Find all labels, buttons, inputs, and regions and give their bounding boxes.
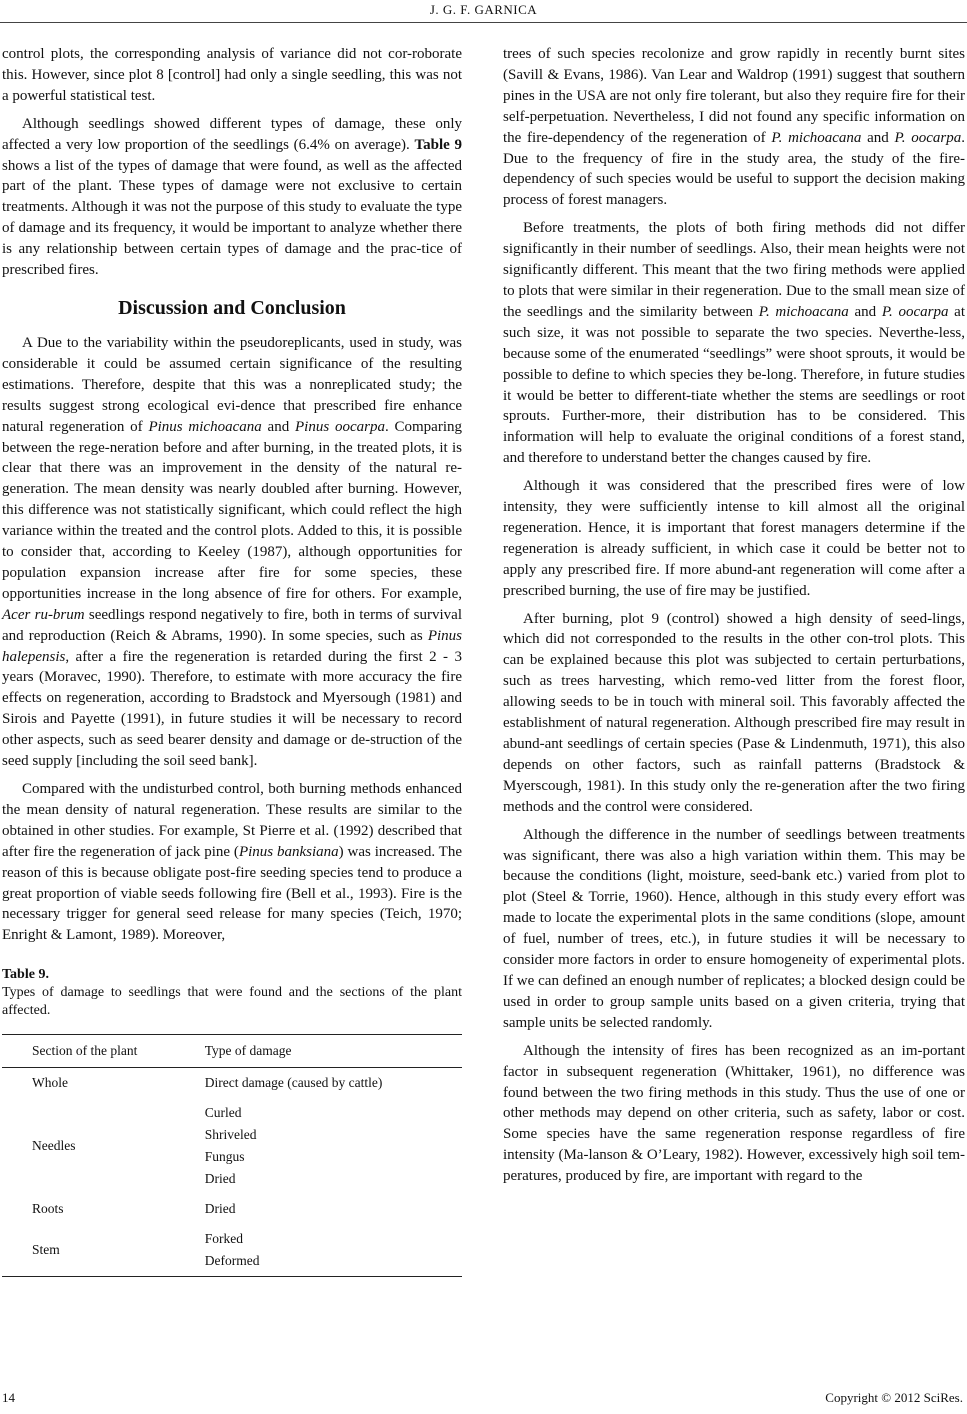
text-run: A Due to the variability within the pseudoreplicants, used in study, was considerable it could be assumed certain significance of the resulting estimations. Therefore, despite that this was a nonreplicated study; the results suggest strong ecological evi-dence that prescribed fire enhance natural regeneration of xyxy=(2,334,462,435)
damage-type: Dried xyxy=(204,1171,236,1187)
section-cell: Whole xyxy=(32,1075,68,1091)
table-caption: Types of damage to seedlings that were found and the sections of the plant affected. xyxy=(2,985,462,1019)
table-reference[interactable]: Table 9 xyxy=(414,136,462,153)
left-column xyxy=(2,44,462,1277)
species-name: P. michoacana xyxy=(771,129,862,146)
copyright-notice: Copyright © 2012 SciRes. xyxy=(825,1390,963,1405)
paragraph xyxy=(503,44,965,211)
text-run: Although seedlings showed different types of damage, these only affected a very low proportion of the seedlings (6.4% on average). xyxy=(2,115,462,153)
section-cell: Roots xyxy=(32,1201,64,1217)
species-name: Pinus banksiana xyxy=(238,843,339,860)
paragraph xyxy=(2,114,462,281)
table-row xyxy=(2,1224,462,1277)
damage-cell xyxy=(195,1068,462,1099)
damage-type: Shriveled xyxy=(204,1127,257,1143)
damage-type: Dried xyxy=(204,1201,236,1217)
text-run: . Comparing between the rege-neration before and after burning, in the treated plots, it is clear that there was an improvement in the density of the natural re-generation. The mean density was nearly doubled after burning. However, this difference was not statistically significant, which could reflect the high variance within the treated and the control plots. Added to this, it is possible to consider that, according to Keeley (1987), although opportunities for population expansion increase after fire for some species, these opportunities increase in the long absence of fire for others. For example, xyxy=(2,418,462,602)
damage-type: Fungus xyxy=(204,1149,245,1165)
paragraph: control plots, the corresponding analysis of variance did not cor-roborate this. However, since plot 8 [control] had only a single seedling, this was not a powerful statistical test. xyxy=(2,46,462,104)
column-header-damage: Type of damage xyxy=(195,1035,462,1068)
species-name: Pinus halepensis xyxy=(2,627,462,665)
species-name: P. oocarpa xyxy=(894,129,962,146)
damage-type: Curled xyxy=(204,1105,242,1121)
paragraph xyxy=(503,218,965,469)
text-run: and xyxy=(861,129,895,146)
text-run: trees of such species recolonize and grow rapidly in recently burnt sites (Savill & Evans, 1986). Van Lear and Waldrop (1991) suggest that southern pines in the USA are not only fire tolerant, but also they require fire for their self-perpetuation. Nevertheless, I did not found any specific information on the fire-dependency of the regeneration of xyxy=(503,46,965,146)
text-run: seedlings respond negatively to fire, both in terms of survival and reproduction (Reich & Abrams, 1990). In some species, such as xyxy=(2,606,462,644)
damage-type: Deformed xyxy=(204,1253,260,1269)
damage-cell xyxy=(195,1194,462,1224)
damage-type: Forked xyxy=(204,1231,243,1247)
paragraph: Although it was considered that the prescribed fires were of low intensity, they were sufficiently intense to kill almost all the original regeneration. Hence, it is important that forest managers determine if the regeneration is already sufficient, in which case it could be better not to apply any prescribed fire. If more abund-ant regeneration will come after a prescribed burning, the use of fire may be justified. xyxy=(503,478,965,599)
text-run: at such size, it was not possible to separate the two species. Neverthe-less, because some of the enumerated “seedlings” were shoot sprouts, it would be possible to define to which species they be-long. Therefore, in future studies it would be better to different-tiate whether the stems are seedlings or root sprouts. Further-more, their distribution has to be considered. This information will help to evaluate the original conditions of a forest stand, and therefore to understand better the changes caused by fire. xyxy=(503,303,966,467)
table-9 xyxy=(2,966,462,1277)
species-name: Acer ru-brum xyxy=(2,606,85,623)
text-run: Compared with the undisturbed control, both burning methods enhanced the mean density of natural regeneration. These results are similar to the obtained in other studies. For example, St Pierre et al. (1992) described that after fire the regeneration of jack pine ( xyxy=(2,781,462,860)
table-row xyxy=(2,1098,462,1194)
text-run: shows a list of the types of damage that were found, as well as the affected part of the plant. These types of damage were not exclusive to certain treatments. Although it was not the purpose of this study to evaluate the type of damage and its frequency, it would be important to analyze whether there is any relationship between certain types of damage and the prac-tice of prescribed fires. xyxy=(2,157,462,279)
section-cell: Needles xyxy=(32,1138,76,1154)
damage-type: Direct damage (caused by cattle) xyxy=(204,1075,383,1091)
text-run: and xyxy=(261,418,295,435)
text-run: Before treatments, the plots of both firing methods did not differ significantly in their number of seedlings. Also, their mean heights were not significantly different. This meant that the two firing methods were applied to plots that were similar in their regeneration. Due to the small mean size of the seedlings and the similarity between xyxy=(503,220,965,320)
paragraph: After burning, plot 9 (control) showed a high density of seed-lings, which did not corresponded to the results in the other con-trol plots. This can be explained because this plot was subjected to certain perturbations, such as trees harvesting, which remo-ved litter from the forest floor, allowing seeds to be in touch with mineral soil. This favorably affected the establishment of natural regeneration. Although prescribed fire may result in abund-ant seedlings of certain species (Pase & Lindenmuth, 1971), this also depends on other factors, such as rainfall patterns (Bradstock & Myerscough, 1981). In this study only the re-generation after the two firing methods and the control were considered. xyxy=(503,610,965,815)
damage-table xyxy=(2,1034,462,1277)
column-header-section: Section of the plant xyxy=(2,1035,195,1068)
table-row xyxy=(2,1068,462,1099)
section-heading: Discussion and Conclusion xyxy=(118,296,346,319)
species-name: Pinus oocarpa xyxy=(295,418,385,435)
section-cell: Stem xyxy=(2,1224,195,1277)
table-row xyxy=(2,1194,462,1224)
right-column xyxy=(503,44,965,1187)
damage-cell xyxy=(195,1098,462,1194)
text-run: . Due to the frequency of fire in the study area, the study of the fire-dependency of such species would be useful to support the decision making process of forest managers. xyxy=(503,129,965,209)
paragraph: Although the difference in the number of seedlings between treatments was significant, there was also a high variation within them. This may be because the conditions (light, moisture, seed-bank etc.) varied from plot to plot (Steel & Torrie, 1960). Hence, although in this study every effort was made to locate the experimental plots in the same conditions (slope, amount of fuel, number of trees, etc.), in future studies it will be necessary to consider more factors in order to ensure homogeneity of experimental plots. If we can defined an enough number of replicates; a blocked design could be used in order to group sample units based on a given criteria, trying that sample units be selected randomly. xyxy=(503,826,965,1031)
text-run: and xyxy=(848,303,882,320)
table-label: Table 9. xyxy=(2,967,49,983)
running-header: J. G. F. GARNICA xyxy=(429,2,538,17)
species-name: P. michoacana xyxy=(758,303,849,320)
damage-cell xyxy=(195,1224,462,1277)
header-rule xyxy=(0,22,967,23)
paragraph xyxy=(2,333,462,772)
text-run: ) was increased. The reason of this is because obligate post-fire seeding species tend to produce a great proportion of viable seeds following fire (Bell et al., 1993). Fire is the necessary trigger for general seed release for many species (Teich, 1970; Enright & Lamont, 1989). Moreover, xyxy=(2,843,462,944)
species-name: Pinus michoacana xyxy=(148,418,262,435)
paragraph: Although the intensity of fires has been recognized as an im-portant factor in subsequent regeneration (Whittaker, 1961), no difference was found between the two firing methods in this study. Thus the use of one or other methods may depend on other criteria, such as safety, labor or cost. Some species have the same regeneration response regardless of fire intensity (Ma-lanson & O’Leary, 1982). However, excessively high soil tem-peratures, produced by fire, are important with regard to the xyxy=(503,1042,965,1185)
species-name: P. oocarpa xyxy=(881,303,949,320)
page-number: 14 xyxy=(2,1390,15,1405)
text-run: , after a fire the regeneration is retarded during the first 2 - 3 years (Moravec, 1990). Therefore, to estimate with more accuracy the fire effects on regeneration, according to Bradstock and Myersough (1981) and Sirois and Payette (1991), in future studies it will be necessary to record other aspects, such as seed bearer density and damage or de-struction of the seed supply [including the soil seed bank]. xyxy=(2,648,462,770)
table-header-row xyxy=(2,1035,462,1068)
paragraph xyxy=(2,779,462,946)
